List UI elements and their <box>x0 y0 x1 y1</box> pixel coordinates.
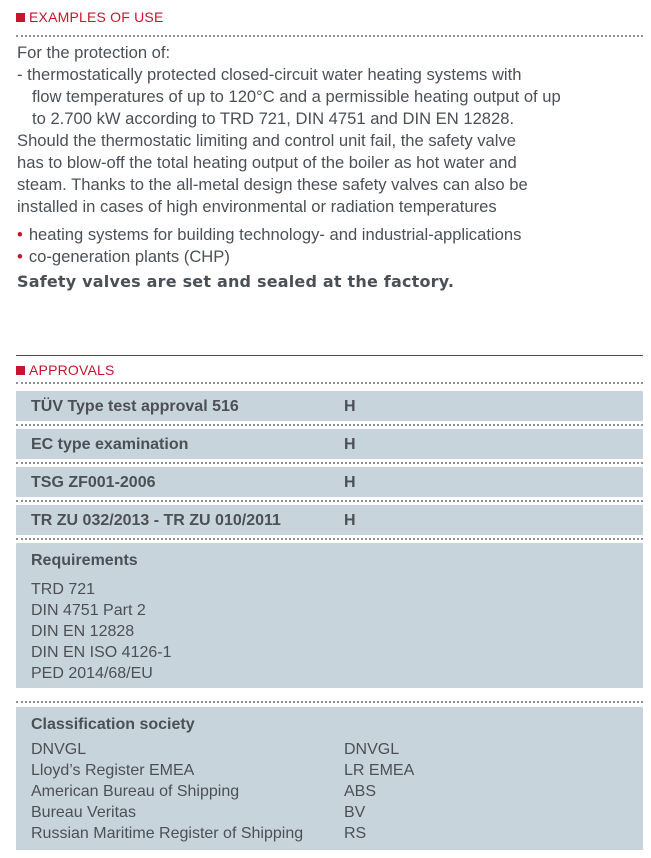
requirement-item: TRD 721 <box>31 581 96 598</box>
list-item <box>17 246 647 268</box>
requirements-block <box>16 543 643 688</box>
classification-title: Classification society <box>31 716 195 733</box>
classification-name: DNVGL <box>31 741 87 758</box>
section-heading-examples <box>16 9 643 25</box>
approval-value: H <box>344 474 356 491</box>
factory-note: Safety valves are set and sealed at the factory. <box>17 272 455 291</box>
classification-name: Lloyd’s Register EMEA <box>31 762 195 779</box>
classification-code: DNVGL <box>344 741 400 758</box>
classification-name: Russian Maritime Register of Shipping <box>31 825 304 842</box>
intro-text: For the protection of: <box>17 43 171 62</box>
dash-item-line: - thermostatically protected closed-circuit water heating systems with <box>17 65 522 84</box>
requirement-item: DIN EN ISO 4126-1 <box>31 644 172 661</box>
list-item <box>17 224 647 246</box>
paragraph-line: has to blow-off the total heating output of the boiler as hot water and <box>17 153 517 172</box>
requirement-item: DIN 4751 Part 2 <box>31 602 146 619</box>
list-item-text: co-generation plants (CHP) <box>28 247 230 266</box>
bullet-list <box>17 224 647 268</box>
section-heading-approvals <box>16 362 643 378</box>
classification-code: BV <box>344 804 366 821</box>
approval-value: H <box>344 512 356 529</box>
classification-name: Bureau Veritas <box>31 804 136 821</box>
section-heading-text: APPROVALS <box>29 362 115 378</box>
approval-row <box>16 505 643 536</box>
classification-name: American Bureau of Shipping <box>31 783 240 800</box>
classification-code: LR EMEA <box>344 762 415 779</box>
paragraph-line: installed in cases of high environmental or radiation temperatures <box>17 197 497 216</box>
dotted-divider <box>16 500 643 502</box>
paragraph-line: Should the thermostatic limiting and control unit fail, the safety valve <box>17 131 516 150</box>
approval-row <box>16 391 643 422</box>
approval-value: H <box>344 398 356 415</box>
dotted-divider <box>16 538 643 540</box>
section-heading-text: EXAMPLES OF USE <box>29 9 164 25</box>
dotted-divider <box>16 462 643 464</box>
square-bullet-icon <box>16 13 25 22</box>
approval-value: H <box>344 436 356 453</box>
classification-block <box>16 707 643 850</box>
list-item-text: heating systems for building technology- and industrial-applications <box>28 225 522 244</box>
dotted-divider <box>16 382 643 384</box>
bullet-icon: • <box>17 225 23 244</box>
dash-item-line: flow temperatures of up to 120°C and a permissible heating output of up <box>32 87 561 106</box>
requirements-title: Requirements <box>31 552 138 569</box>
dotted-divider <box>16 35 643 37</box>
approval-label: TÜV Type test approval 516 <box>31 398 239 415</box>
paragraph-line: steam. Thanks to the all-metal design these safety valves can also be <box>17 175 528 194</box>
square-bullet-icon <box>16 366 25 375</box>
classification-code: ABS <box>344 783 377 800</box>
classification-code: RS <box>344 825 367 842</box>
bullet-icon: • <box>17 247 23 266</box>
dotted-divider <box>16 701 643 703</box>
approval-row <box>16 429 643 460</box>
examples-body <box>17 42 647 218</box>
approval-label: EC type examination <box>31 436 189 453</box>
dash-item-line: to 2.700 kW according to TRD 721, DIN 4751 and DIN EN 12828. <box>32 109 515 128</box>
dotted-divider <box>16 424 643 426</box>
requirement-item: PED 2014/68/EU <box>31 665 153 682</box>
requirement-item: DIN EN 12828 <box>31 623 135 640</box>
approval-label: TSG ZF001-2006 <box>31 474 156 491</box>
red-divider <box>16 355 643 356</box>
approval-row <box>16 467 643 498</box>
approval-label: TR ZU 032/2013 - TR ZU 010/2011 <box>31 512 281 529</box>
